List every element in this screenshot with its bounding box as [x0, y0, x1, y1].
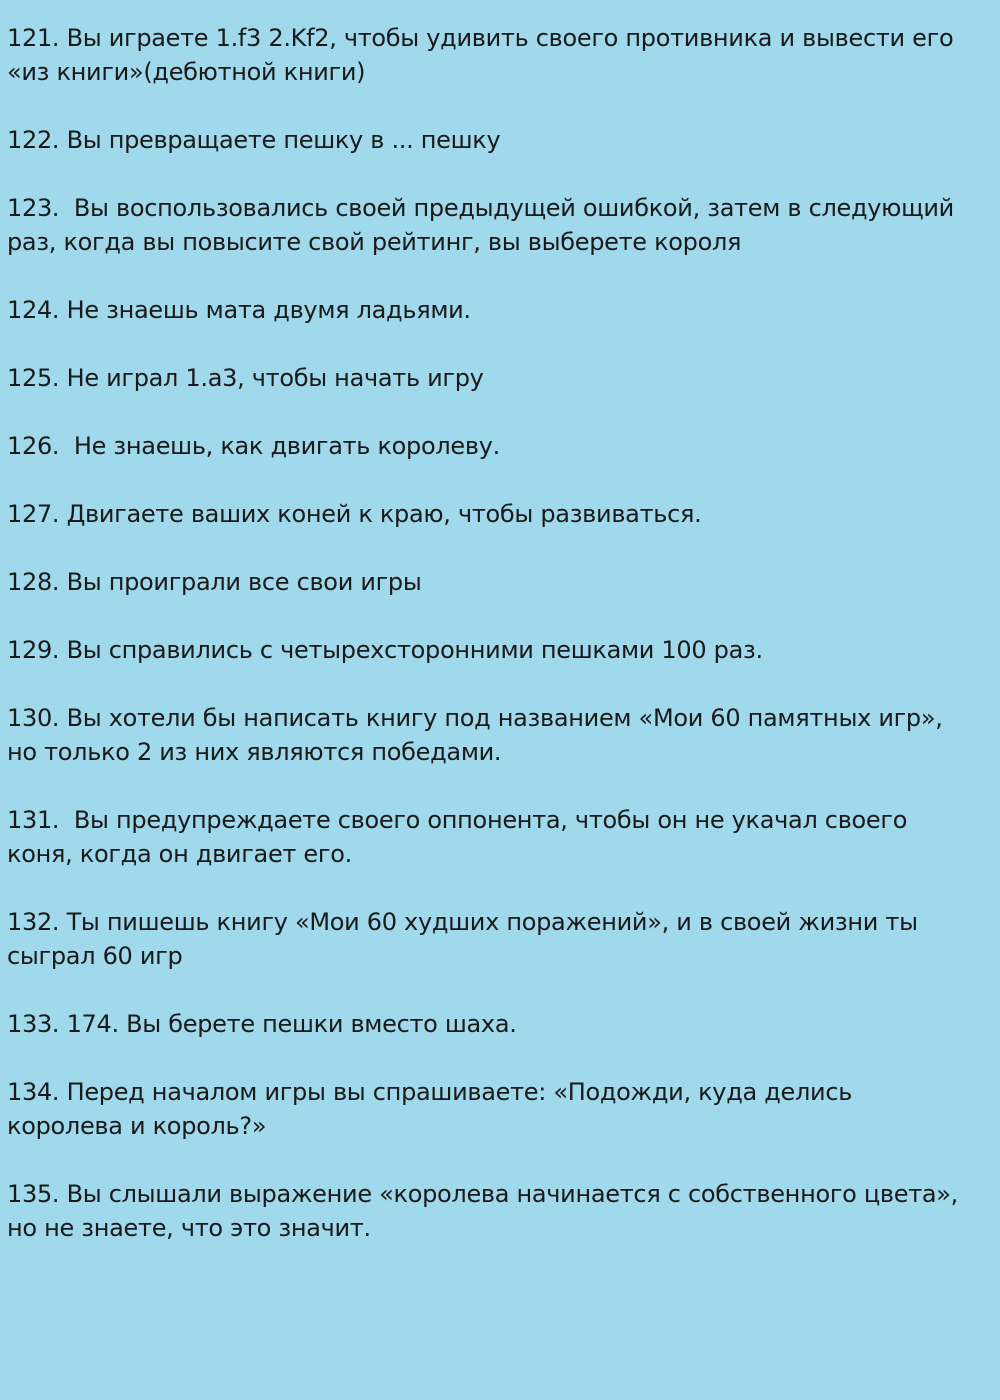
list-item-134: 134. Перед началом игры вы спрашиваете: «Подожди, куда делись королева и король?»	[7, 1078, 860, 1140]
list-item-126: 126. Не знаешь, как двигать королеву.	[7, 432, 500, 460]
list-item-125: 125. Не играл 1.a3, чтобы начать игру	[7, 364, 484, 392]
list-item-130: 130. Вы хотели бы написать книгу под названием «Мои 60 памятных игр», но только 2 из них являются победами.	[7, 704, 950, 766]
list-item-122: 122. Вы превращаете пешку в ... пешку	[7, 126, 501, 154]
list-item-129: 129. Вы справились с четырехсторонними пешками 100 раз.	[7, 636, 763, 664]
list-item-127: 127. Двигаете ваших коней к краю, чтобы развиваться.	[7, 500, 702, 528]
list-item-121: 121. Вы играете 1.f3 2.Kf2, чтобы удивить своего противника и вывести его «из книги»(дебютной книги)	[7, 24, 961, 86]
list-item-131: 131. Вы предупреждаете своего оппонента, чтобы он не укачал своего коня, когда он двигает его.	[7, 806, 915, 868]
list-item-124: 124. Не знаешь мата двумя ладьями.	[7, 296, 471, 324]
list-item-128: 128. Вы проиграли все свои игры	[7, 568, 422, 596]
list-item-133: 133. 174. Вы берете пешки вместо шаха.	[7, 1010, 517, 1038]
list-item-123: 123. Вы воспользовались своей предыдущей ошибкой, затем в следующий раз, когда вы повысите свой рейтинг, вы выберете короля	[7, 194, 962, 256]
list-item-135: 135. Вы слышали выражение «королева начинается с собственного цвета», но не знаете, что это значит.	[7, 1180, 966, 1242]
list-item-132: 132. Ты пишешь книгу «Мои 60 худших поражений», и в своей жизни ты сыграл 60 игр	[7, 908, 926, 970]
